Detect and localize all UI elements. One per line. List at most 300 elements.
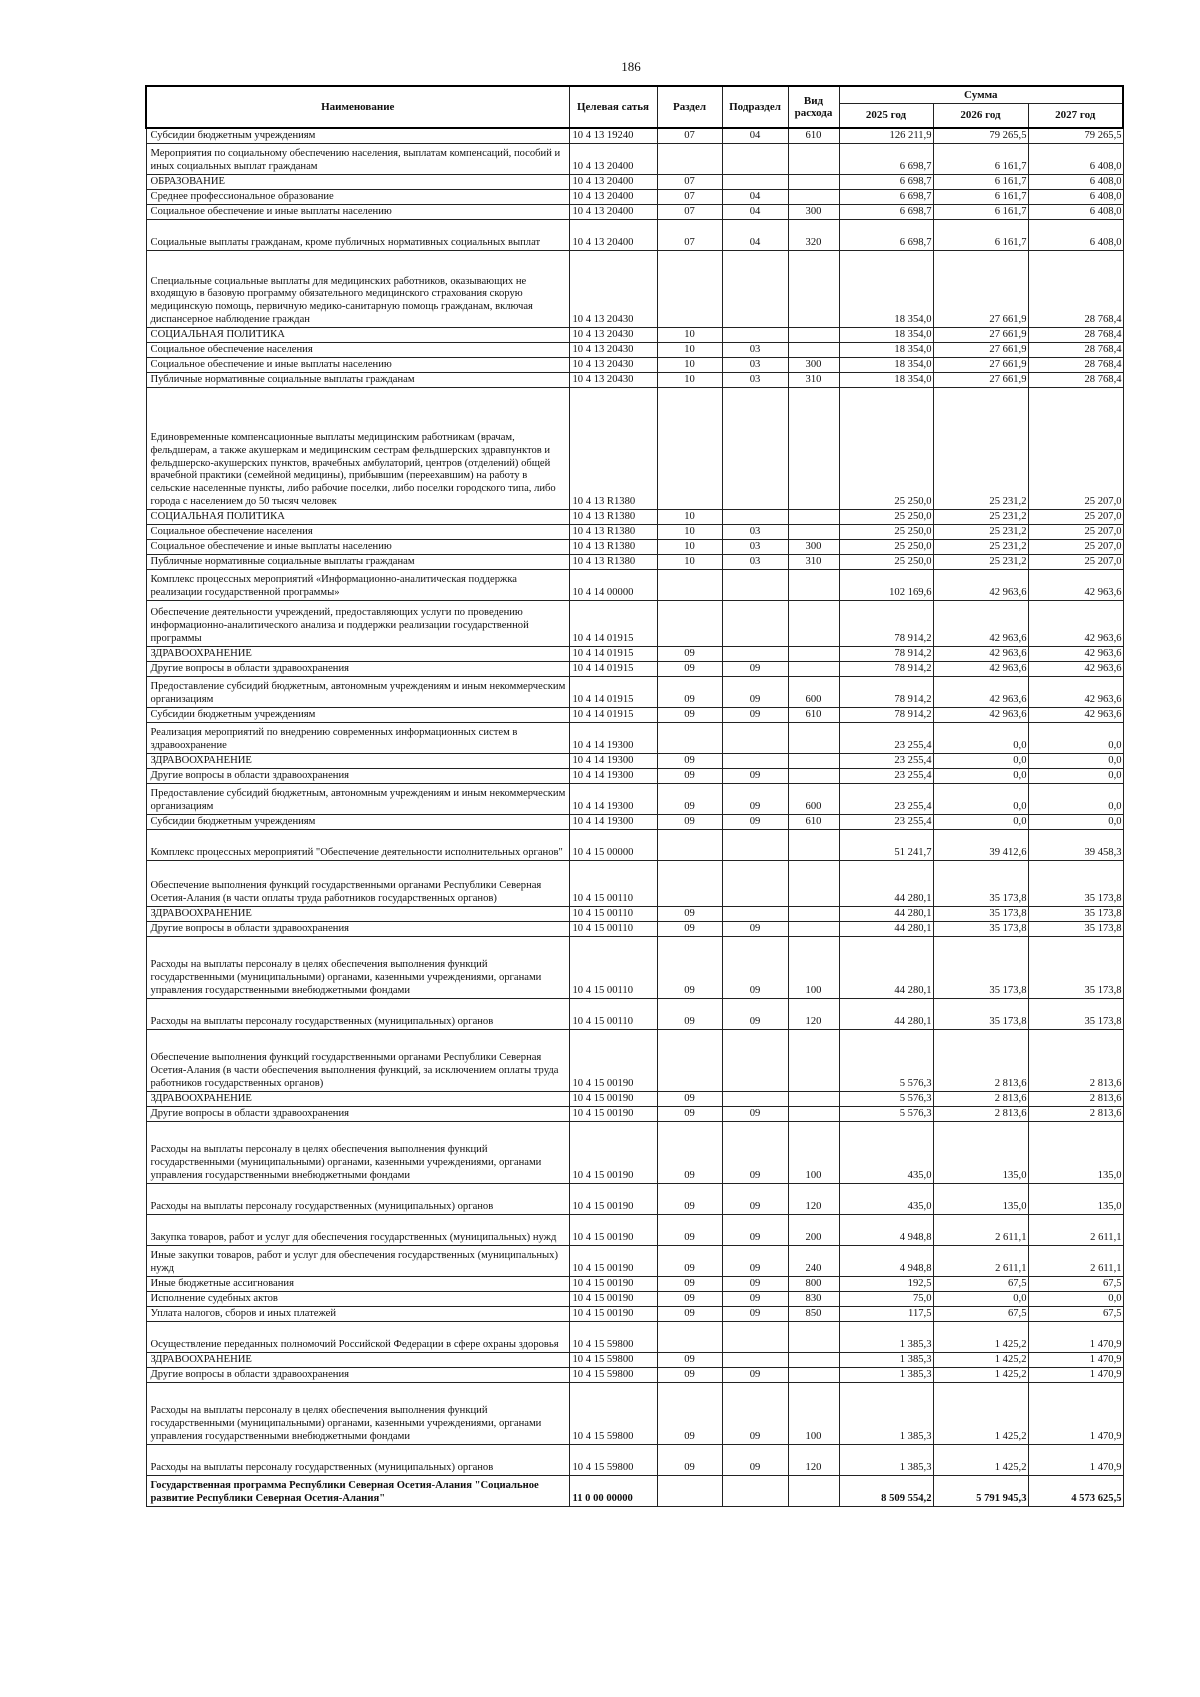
amount-2026-cell: 25 231,2 (933, 554, 1028, 569)
amount-2027-cell: 67,5 (1028, 1276, 1123, 1291)
target-code-cell: 10 4 14 01915 (569, 646, 657, 661)
amount-2026-cell: 1 425,2 (933, 1382, 1028, 1444)
amount-2025-cell: 78 914,2 (839, 646, 933, 661)
section-cell: 09 (657, 1444, 722, 1475)
subsection-cell: 03 (722, 524, 788, 539)
name-cell: Субсидии бюджетным учреждениям (146, 814, 569, 829)
table-row (146, 753, 1123, 768)
amount-2025-cell: 6 698,7 (839, 143, 933, 174)
section-cell: 09 (657, 998, 722, 1029)
expense-type-cell: 300 (788, 204, 839, 219)
amount-2025-cell: 6 698,7 (839, 204, 933, 219)
name-cell: Иные закупки товаров, работ и услуг для обеспечения государственных (муниципальных) нужд (146, 1245, 569, 1276)
name-cell: Другие вопросы в области здравоохранения (146, 768, 569, 783)
amount-2027-cell: 0,0 (1028, 768, 1123, 783)
amount-2025-cell: 1 385,3 (839, 1367, 933, 1382)
section-cell: 09 (657, 1276, 722, 1291)
amount-2025-cell: 6 698,7 (839, 189, 933, 204)
expense-type-cell (788, 189, 839, 204)
expense-type-cell (788, 1475, 839, 1506)
table-row (146, 1291, 1123, 1306)
subsection-cell (722, 860, 788, 906)
section-cell: 09 (657, 768, 722, 783)
expense-type-cell (788, 1352, 839, 1367)
amount-2027-cell: 4 573 625,5 (1028, 1475, 1123, 1506)
table-row (146, 174, 1123, 189)
subsection-cell (722, 143, 788, 174)
amount-2025-cell: 18 354,0 (839, 357, 933, 372)
name-cell: Предоставление субсидий бюджетным, автономным учреждениям и иным некоммерческим организациям (146, 676, 569, 707)
section-cell (657, 250, 722, 327)
amount-2026-cell: 6 161,7 (933, 143, 1028, 174)
subsection-cell (722, 174, 788, 189)
section-cell: 09 (657, 1214, 722, 1245)
amount-2025-cell: 44 280,1 (839, 998, 933, 1029)
subsection-cell (722, 1352, 788, 1367)
table-row (146, 814, 1123, 829)
subsection-cell: 09 (722, 921, 788, 936)
amount-2027-cell: 0,0 (1028, 1291, 1123, 1306)
amount-2027-cell: 2 611,1 (1028, 1245, 1123, 1276)
amount-2025-cell: 18 354,0 (839, 327, 933, 342)
expense-type-cell (788, 174, 839, 189)
target-code-cell: 10 4 15 59800 (569, 1382, 657, 1444)
amount-2027-cell: 42 963,6 (1028, 646, 1123, 661)
target-code-cell: 10 4 15 00190 (569, 1106, 657, 1121)
amount-2025-cell: 435,0 (839, 1183, 933, 1214)
expense-type-cell: 600 (788, 676, 839, 707)
amount-2025-cell: 5 576,3 (839, 1106, 933, 1121)
amount-2025-cell: 8 509 554,2 (839, 1475, 933, 1506)
amount-2027-cell: 79 265,5 (1028, 128, 1123, 143)
target-code-cell: 10 4 14 19300 (569, 753, 657, 768)
target-code-cell: 10 4 15 00190 (569, 1245, 657, 1276)
amount-2027-cell: 35 173,8 (1028, 998, 1123, 1029)
amount-2025-cell: 23 255,4 (839, 753, 933, 768)
target-code-cell: 10 4 15 59800 (569, 1444, 657, 1475)
name-cell: СОЦИАЛЬНАЯ ПОЛИТИКА (146, 327, 569, 342)
amount-2026-cell: 42 963,6 (933, 646, 1028, 661)
expense-type-cell (788, 722, 839, 753)
table-row (146, 372, 1123, 387)
name-cell: Расходы на выплаты персоналу государственных (муниципальных) органов (146, 998, 569, 1029)
amount-2027-cell: 25 207,0 (1028, 539, 1123, 554)
table-row (146, 524, 1123, 539)
amount-2026-cell: 35 173,8 (933, 906, 1028, 921)
table-row (146, 327, 1123, 342)
amount-2026-cell: 2 611,1 (933, 1245, 1028, 1276)
subsection-cell: 04 (722, 189, 788, 204)
table-row (146, 1306, 1123, 1321)
amount-2026-cell: 27 661,9 (933, 327, 1028, 342)
amount-2027-cell: 28 768,4 (1028, 372, 1123, 387)
target-code-cell: 11 0 00 00000 (569, 1475, 657, 1506)
subsection-cell (722, 753, 788, 768)
section-cell: 07 (657, 174, 722, 189)
subsection-cell (722, 600, 788, 646)
table-row (146, 1183, 1123, 1214)
name-cell: ЗДРАВООХРАНЕНИЕ (146, 646, 569, 661)
amount-2026-cell: 0,0 (933, 1291, 1028, 1306)
name-cell: Субсидии бюджетным учреждениям (146, 707, 569, 722)
amount-2026-cell: 135,0 (933, 1183, 1028, 1214)
table-row (146, 387, 1123, 509)
target-code-cell: 10 4 15 00000 (569, 829, 657, 860)
target-code-cell: 10 4 13 R1380 (569, 554, 657, 569)
target-code-cell: 10 4 13 R1380 (569, 539, 657, 554)
name-cell: Осуществление переданных полномочий Российской Федерации в сфере охраны здоровья (146, 1321, 569, 1352)
section-cell: 09 (657, 1245, 722, 1276)
subsection-cell: 03 (722, 372, 788, 387)
name-cell: Социальное обеспечение населения (146, 524, 569, 539)
table-row (146, 722, 1123, 753)
expense-type-cell (788, 646, 839, 661)
expense-type-cell (788, 1029, 839, 1091)
table-row (146, 676, 1123, 707)
amount-2027-cell: 135,0 (1028, 1121, 1123, 1183)
subsection-cell: 09 (722, 1367, 788, 1382)
name-cell: Публичные нормативные социальные выплаты гражданам (146, 372, 569, 387)
amount-2027-cell: 135,0 (1028, 1183, 1123, 1214)
amount-2027-cell: 1 470,9 (1028, 1367, 1123, 1382)
subsection-cell: 03 (722, 539, 788, 554)
expense-type-cell: 300 (788, 357, 839, 372)
amount-2027-cell: 2 813,6 (1028, 1091, 1123, 1106)
target-code-cell: 10 4 13 20400 (569, 143, 657, 174)
target-code-cell: 10 4 13 20430 (569, 342, 657, 357)
amount-2025-cell: 6 698,7 (839, 174, 933, 189)
subsection-cell: 09 (722, 783, 788, 814)
table-row (146, 661, 1123, 676)
name-cell: Расходы на выплаты персоналу государственных (муниципальных) органов (146, 1444, 569, 1475)
section-cell (657, 860, 722, 906)
subsection-cell: 09 (722, 661, 788, 676)
amount-2027-cell: 2 813,6 (1028, 1106, 1123, 1121)
table-row (146, 646, 1123, 661)
target-code-cell: 10 4 15 00190 (569, 1276, 657, 1291)
name-cell: Обеспечение выполнения функций государственными органами Республики Северная Осетия-Алания (в части оплаты труда работников государственных органов) (146, 860, 569, 906)
table-row (146, 250, 1123, 327)
expense-type-cell: 240 (788, 1245, 839, 1276)
name-cell: Другие вопросы в области здравоохранения (146, 661, 569, 676)
amount-2025-cell: 23 255,4 (839, 722, 933, 753)
amount-2026-cell: 25 231,2 (933, 509, 1028, 524)
table-row (146, 1475, 1123, 1506)
section-cell: 09 (657, 921, 722, 936)
amount-2026-cell: 6 161,7 (933, 189, 1028, 204)
expense-type-cell: 830 (788, 1291, 839, 1306)
target-code-cell: 10 4 14 01915 (569, 661, 657, 676)
table-row (146, 1276, 1123, 1291)
name-cell: Комплекс процессных мероприятий «Информационно-аналитическая поддержка реализации государственной программы» (146, 569, 569, 600)
amount-2025-cell: 18 354,0 (839, 372, 933, 387)
name-cell: ОБРАЗОВАНИЕ (146, 174, 569, 189)
section-cell: 07 (657, 189, 722, 204)
amount-2026-cell: 42 963,6 (933, 707, 1028, 722)
expense-type-cell: 310 (788, 554, 839, 569)
subsection-cell: 09 (722, 1382, 788, 1444)
name-cell: ЗДРАВООХРАНЕНИЕ (146, 906, 569, 921)
amount-2025-cell: 5 576,3 (839, 1091, 933, 1106)
amount-2025-cell: 435,0 (839, 1121, 933, 1183)
table-row (146, 569, 1123, 600)
amount-2026-cell: 5 791 945,3 (933, 1475, 1028, 1506)
amount-2027-cell: 42 963,6 (1028, 676, 1123, 707)
table-row (146, 1321, 1123, 1352)
amount-2026-cell: 35 173,8 (933, 936, 1028, 998)
amount-2025-cell: 18 354,0 (839, 342, 933, 357)
amount-2027-cell: 2 813,6 (1028, 1029, 1123, 1091)
subsection-cell: 09 (722, 1214, 788, 1245)
amount-2027-cell: 25 207,0 (1028, 554, 1123, 569)
amount-2026-cell: 135,0 (933, 1121, 1028, 1183)
amount-2027-cell: 1 470,9 (1028, 1382, 1123, 1444)
section-cell: 09 (657, 1352, 722, 1367)
amount-2026-cell: 0,0 (933, 768, 1028, 783)
header-sum: Сумма (839, 86, 1123, 103)
target-code-cell: 10 4 14 01915 (569, 600, 657, 646)
amount-2027-cell: 28 768,4 (1028, 342, 1123, 357)
name-cell: СОЦИАЛЬНАЯ ПОЛИТИКА (146, 509, 569, 524)
table-row (146, 1367, 1123, 1382)
amount-2027-cell: 25 207,0 (1028, 509, 1123, 524)
expense-type-cell (788, 661, 839, 676)
target-code-cell: 10 4 13 20430 (569, 357, 657, 372)
name-cell: Расходы на выплаты персоналу в целях обеспечения выполнения функций государственными (муниципальными) органами, казенными учреждениями, органами управления государственными внебюджетными фондами (146, 936, 569, 998)
amount-2026-cell: 35 173,8 (933, 860, 1028, 906)
amount-2025-cell: 1 385,3 (839, 1321, 933, 1352)
amount-2027-cell: 6 408,0 (1028, 204, 1123, 219)
name-cell: Мероприятия по социальному обеспечению населения, выплатам компенсаций, пособий и иных социальных выплат гражданам (146, 143, 569, 174)
expense-type-cell (788, 1367, 839, 1382)
expense-type-cell (788, 753, 839, 768)
name-cell: Закупка товаров, работ и услуг для обеспечения государственных (муниципальных) нужд (146, 1214, 569, 1245)
subsection-cell (722, 906, 788, 921)
section-cell: 10 (657, 524, 722, 539)
section-cell (657, 600, 722, 646)
subsection-cell: 09 (722, 707, 788, 722)
table-header (146, 86, 1123, 128)
target-code-cell: 10 4 13 20400 (569, 189, 657, 204)
expense-type-cell: 300 (788, 539, 839, 554)
name-cell: Реализация мероприятий по внедрению современных информационных систем в здравоохранение (146, 722, 569, 753)
subsection-cell: 09 (722, 1291, 788, 1306)
subsection-cell (722, 250, 788, 327)
amount-2026-cell: 42 963,6 (933, 676, 1028, 707)
target-code-cell: 10 4 14 01915 (569, 707, 657, 722)
name-cell: Среднее профессиональное образование (146, 189, 569, 204)
subsection-cell: 09 (722, 1306, 788, 1321)
amount-2025-cell: 25 250,0 (839, 387, 933, 509)
amount-2025-cell: 75,0 (839, 1291, 933, 1306)
section-cell: 10 (657, 357, 722, 372)
amount-2025-cell: 44 280,1 (839, 921, 933, 936)
name-cell: Социальное обеспечение и иные выплаты населению (146, 204, 569, 219)
expense-type-cell: 100 (788, 936, 839, 998)
expense-type-cell: 310 (788, 372, 839, 387)
target-code-cell: 10 4 13 19240 (569, 128, 657, 143)
table-row (146, 219, 1123, 250)
subsection-cell: 09 (722, 1121, 788, 1183)
table-row (146, 906, 1123, 921)
amount-2026-cell: 42 963,6 (933, 569, 1028, 600)
target-code-cell: 10 4 13 20430 (569, 372, 657, 387)
table-row (146, 1245, 1123, 1276)
amount-2027-cell: 42 963,6 (1028, 661, 1123, 676)
name-cell: Социальное обеспечение и иные выплаты населению (146, 357, 569, 372)
target-code-cell: 10 4 15 00110 (569, 998, 657, 1029)
name-cell: Социальное обеспечение населения (146, 342, 569, 357)
target-code-cell: 10 4 15 00190 (569, 1306, 657, 1321)
section-cell: 09 (657, 661, 722, 676)
amount-2027-cell: 28 768,4 (1028, 327, 1123, 342)
table-row (146, 509, 1123, 524)
section-cell: 09 (657, 936, 722, 998)
expense-type-cell (788, 387, 839, 509)
section-cell: 09 (657, 1306, 722, 1321)
expense-type-cell: 610 (788, 707, 839, 722)
subsection-cell (722, 1475, 788, 1506)
name-cell: Единовременные компенсационные выплаты медицинским работникам (врачам, фельдшерам, а также акушеркам и медицинским сестрам фельдшерских здравпунктов и фельдшерско-акушерских пунктов, врачебных амбулаторий, центров (отделений) общей врачебной практики (семейной медицины), прибывшим (переехавшим) на работу в сельские населенные пункты, либо рабочие поселки, либо поселки городского типа, либо города с населением до 50 тысяч человек (146, 387, 569, 509)
name-cell: Другие вопросы в области здравоохранения (146, 921, 569, 936)
section-cell: 10 (657, 554, 722, 569)
budget-table (145, 85, 1124, 1507)
name-cell: Исполнение судебных актов (146, 1291, 569, 1306)
target-code-cell: 10 4 14 19300 (569, 722, 657, 753)
table-row (146, 1121, 1123, 1183)
amount-2027-cell: 1 470,9 (1028, 1444, 1123, 1475)
amount-2025-cell: 1 385,3 (839, 1382, 933, 1444)
header-expense-type: Вид расхода (788, 86, 839, 128)
expense-type-cell (788, 143, 839, 174)
target-code-cell: 10 4 13 20430 (569, 250, 657, 327)
amount-2025-cell: 25 250,0 (839, 509, 933, 524)
name-cell: Обеспечение выполнения функций государственными органами Республики Северная Осетия-Алания (в части обеспечения выполнения функций, за исключением оплаты труда работников государственных органов) (146, 1029, 569, 1091)
subsection-cell: 09 (722, 998, 788, 1029)
table-row (146, 921, 1123, 936)
amount-2026-cell: 39 412,6 (933, 829, 1028, 860)
section-cell: 10 (657, 372, 722, 387)
target-code-cell: 10 4 13 20430 (569, 327, 657, 342)
target-code-cell: 10 4 15 59800 (569, 1367, 657, 1382)
expense-type-cell (788, 906, 839, 921)
header-target: Целевая сатья (569, 86, 657, 128)
header-2027: 2027 год (1028, 103, 1123, 128)
subsection-cell: 09 (722, 1106, 788, 1121)
amount-2027-cell: 0,0 (1028, 814, 1123, 829)
amount-2025-cell: 4 948,8 (839, 1214, 933, 1245)
amount-2026-cell: 0,0 (933, 814, 1028, 829)
section-cell (657, 1321, 722, 1352)
section-cell: 10 (657, 342, 722, 357)
table-row (146, 936, 1123, 998)
section-cell: 10 (657, 327, 722, 342)
expense-type-cell: 100 (788, 1121, 839, 1183)
amount-2025-cell: 102 169,6 (839, 569, 933, 600)
name-cell: ЗДРАВООХРАНЕНИЕ (146, 1352, 569, 1367)
amount-2025-cell: 44 280,1 (839, 936, 933, 998)
name-cell: Обеспечение деятельности учреждений, предоставляющих услуги по проведению информационно-аналитического анализа и поддержки реализации государственной программы (146, 600, 569, 646)
name-cell: ЗДРАВООХРАНЕНИЕ (146, 753, 569, 768)
table-row (146, 1382, 1123, 1444)
target-code-cell: 10 4 13 20400 (569, 219, 657, 250)
amount-2025-cell: 4 948,8 (839, 1245, 933, 1276)
subsection-cell: 04 (722, 128, 788, 143)
amount-2026-cell: 6 161,7 (933, 204, 1028, 219)
amount-2025-cell: 25 250,0 (839, 554, 933, 569)
amount-2026-cell: 2 813,6 (933, 1029, 1028, 1091)
amount-2025-cell: 6 698,7 (839, 219, 933, 250)
expense-type-cell: 100 (788, 1382, 839, 1444)
amount-2027-cell: 0,0 (1028, 753, 1123, 768)
amount-2026-cell: 2 813,6 (933, 1106, 1028, 1121)
expense-type-cell (788, 768, 839, 783)
name-cell: Расходы на выплаты персоналу в целях обеспечения выполнения функций государственными (муниципальными) органами, казенными учреждениями, органами управления государственными внебюджетными фондами (146, 1382, 569, 1444)
target-code-cell: 10 4 13 R1380 (569, 509, 657, 524)
amount-2026-cell: 25 231,2 (933, 387, 1028, 509)
table-row (146, 783, 1123, 814)
table-row (146, 189, 1123, 204)
amount-2026-cell: 35 173,8 (933, 998, 1028, 1029)
amount-2026-cell: 79 265,5 (933, 128, 1028, 143)
target-code-cell: 10 4 13 20400 (569, 204, 657, 219)
expense-type-cell (788, 342, 839, 357)
name-cell: Субсидии бюджетным учреждениям (146, 128, 569, 143)
expense-type-cell (788, 1321, 839, 1352)
amount-2027-cell: 6 408,0 (1028, 189, 1123, 204)
subsection-cell: 09 (722, 814, 788, 829)
amount-2026-cell: 1 425,2 (933, 1367, 1028, 1382)
table-row (146, 1029, 1123, 1091)
expense-type-cell (788, 860, 839, 906)
amount-2027-cell: 0,0 (1028, 722, 1123, 753)
section-cell (657, 569, 722, 600)
target-code-cell: 10 4 15 00110 (569, 936, 657, 998)
table-row (146, 1091, 1123, 1106)
subsection-cell: 03 (722, 554, 788, 569)
subsection-cell: 03 (722, 357, 788, 372)
table-row (146, 143, 1123, 174)
section-cell: 09 (657, 646, 722, 661)
amount-2026-cell: 0,0 (933, 783, 1028, 814)
section-cell: 09 (657, 783, 722, 814)
amount-2025-cell: 23 255,4 (839, 768, 933, 783)
table-row (146, 554, 1123, 569)
table-row (146, 128, 1123, 143)
table-row (146, 539, 1123, 554)
section-cell: 10 (657, 509, 722, 524)
section-cell: 07 (657, 204, 722, 219)
amount-2026-cell: 67,5 (933, 1306, 1028, 1321)
target-code-cell: 10 4 14 19300 (569, 768, 657, 783)
header-2026: 2026 год (933, 103, 1028, 128)
subsection-cell (722, 387, 788, 509)
section-cell: 09 (657, 1291, 722, 1306)
amount-2025-cell: 78 914,2 (839, 661, 933, 676)
section-cell: 09 (657, 1367, 722, 1382)
amount-2027-cell: 28 768,4 (1028, 250, 1123, 327)
amount-2025-cell: 78 914,2 (839, 707, 933, 722)
table-row (146, 1214, 1123, 1245)
section-cell: 09 (657, 1183, 722, 1214)
subsection-cell (722, 1091, 788, 1106)
table-row (146, 342, 1123, 357)
table-row (146, 829, 1123, 860)
subsection-cell: 09 (722, 768, 788, 783)
table-row (146, 1444, 1123, 1475)
amount-2026-cell: 0,0 (933, 722, 1028, 753)
name-cell: ЗДРАВООХРАНЕНИЕ (146, 1091, 569, 1106)
